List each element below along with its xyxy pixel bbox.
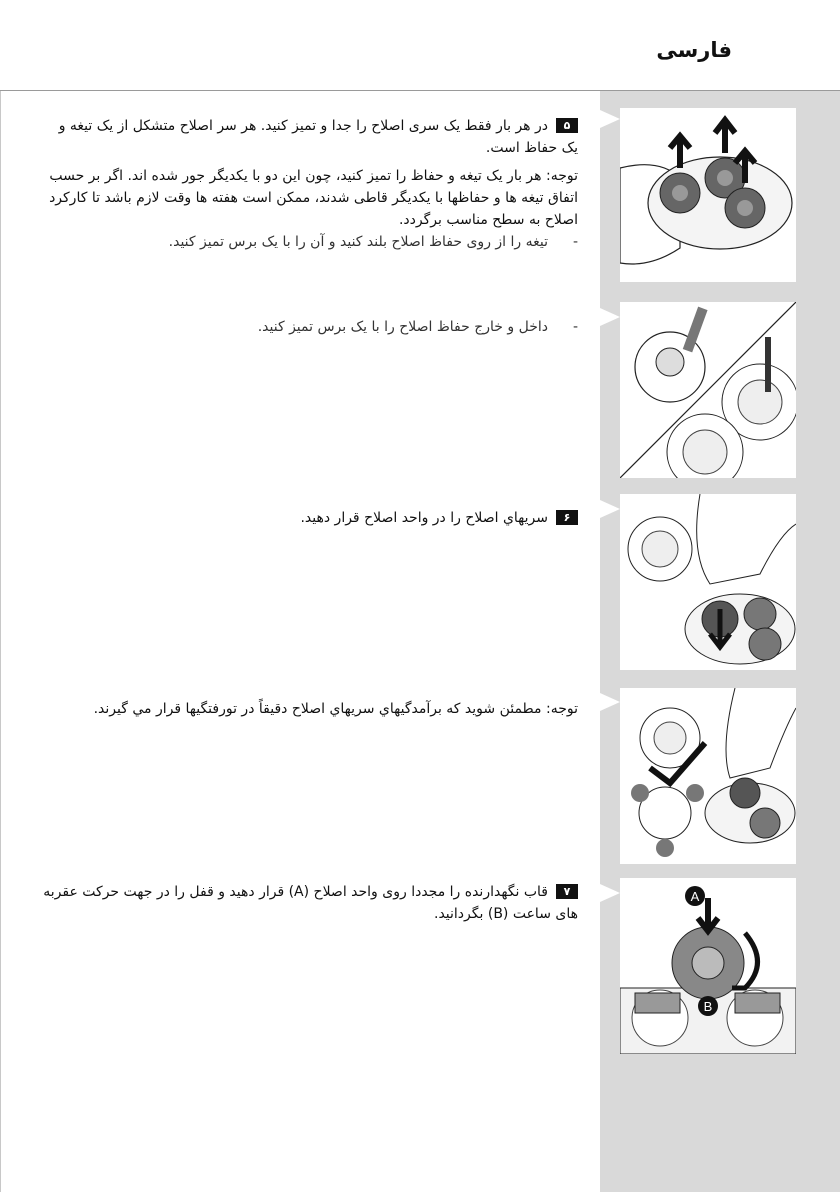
- step-5-text-row: [38, 115, 578, 159]
- label-a: A: [690, 889, 700, 904]
- step-5b-bullet-row: -داخل و خارج حفاظ اصلاح را با یک برس تمیز کنید.: [257, 319, 578, 335]
- brush-icon: [620, 302, 796, 478]
- step-7-block: [38, 881, 578, 925]
- step-number-badge: ۵: [556, 118, 578, 133]
- step-5-note: توجه: هر بار یک تیغه و حفاظ را تمیز کنید، چون این دو با یکدیگر جور شده اند. اگر بر حسب اتفاق تیغه ها و حفاظها با یکدیگر قاطی شدند، ممکن است هفته ها وقت لازم باشد تا کارکرد اصلاح به سطح مناسب برگردد.: [49, 168, 578, 228]
- shaving-unit-icon: [620, 108, 796, 282]
- step-6-text: سریهاي اصلاح را در واحد اصلاح قرار دهید.: [300, 510, 548, 526]
- step-5-bullet: تیغه را از روی حفاظ اصلاح بلند کنید و آن را با یک برس تمیز کنید.: [168, 234, 548, 250]
- step-7-text-row: [38, 881, 578, 925]
- step-5b-block: [38, 316, 578, 338]
- step-5b-bullet: داخل و خارج حفاظ اصلاح را با یک برس تمیز کنید.: [257, 319, 548, 335]
- step-number-badge: ۷: [556, 884, 578, 899]
- note-2-text: توجه: مطمئن شوید که برآمدگیهاي سریهاي اصلاح دقیقاً در تورفتگیها قرار مي گیرند.: [93, 701, 578, 717]
- illustration-place-heads: [620, 494, 796, 670]
- step-7-text: قاب نگهدارنده را مجددا روی واحد اصلاح (A) قرار دهید و قفل را در جهت حرکت عقربه های ساعت (B) بگردانید.: [43, 884, 578, 922]
- label-b: B: [703, 999, 713, 1014]
- step-number-badge: ۶: [556, 510, 578, 525]
- pointer-arrow: [600, 884, 620, 902]
- rotate-icon: [620, 878, 796, 1054]
- illustration-brush-clean: [620, 302, 796, 478]
- illustration-lift-cutters: [620, 108, 796, 282]
- pointer-arrow: [600, 500, 620, 518]
- pointer-arrow: [600, 308, 620, 326]
- step-6-block: [38, 507, 578, 529]
- step-5-bullet-row: -تیغه را از روی حفاظ اصلاح بلند کنید و آن را با یک برس تمیز کنید.: [168, 234, 578, 250]
- pointer-arrow: [600, 693, 620, 711]
- pointer-arrow: [600, 110, 620, 128]
- step-5-text: در هر بار فقط یک سری اصلاح را جدا و تمیز کنید. هر سر اصلاح متشکل از یک تیغه و یک حفاظ است.: [58, 118, 578, 156]
- illustration-retaining-frame: [620, 878, 796, 1054]
- hand-icon: [620, 494, 796, 670]
- note-2-block: [38, 698, 578, 720]
- illustration-align-heads: [620, 688, 796, 864]
- step-6-text-row: [38, 507, 578, 529]
- language-title: فارسی: [656, 38, 732, 62]
- left-margin-line: [0, 91, 1, 1192]
- checkmark-icon: [620, 688, 796, 864]
- step-5-block: [38, 115, 578, 253]
